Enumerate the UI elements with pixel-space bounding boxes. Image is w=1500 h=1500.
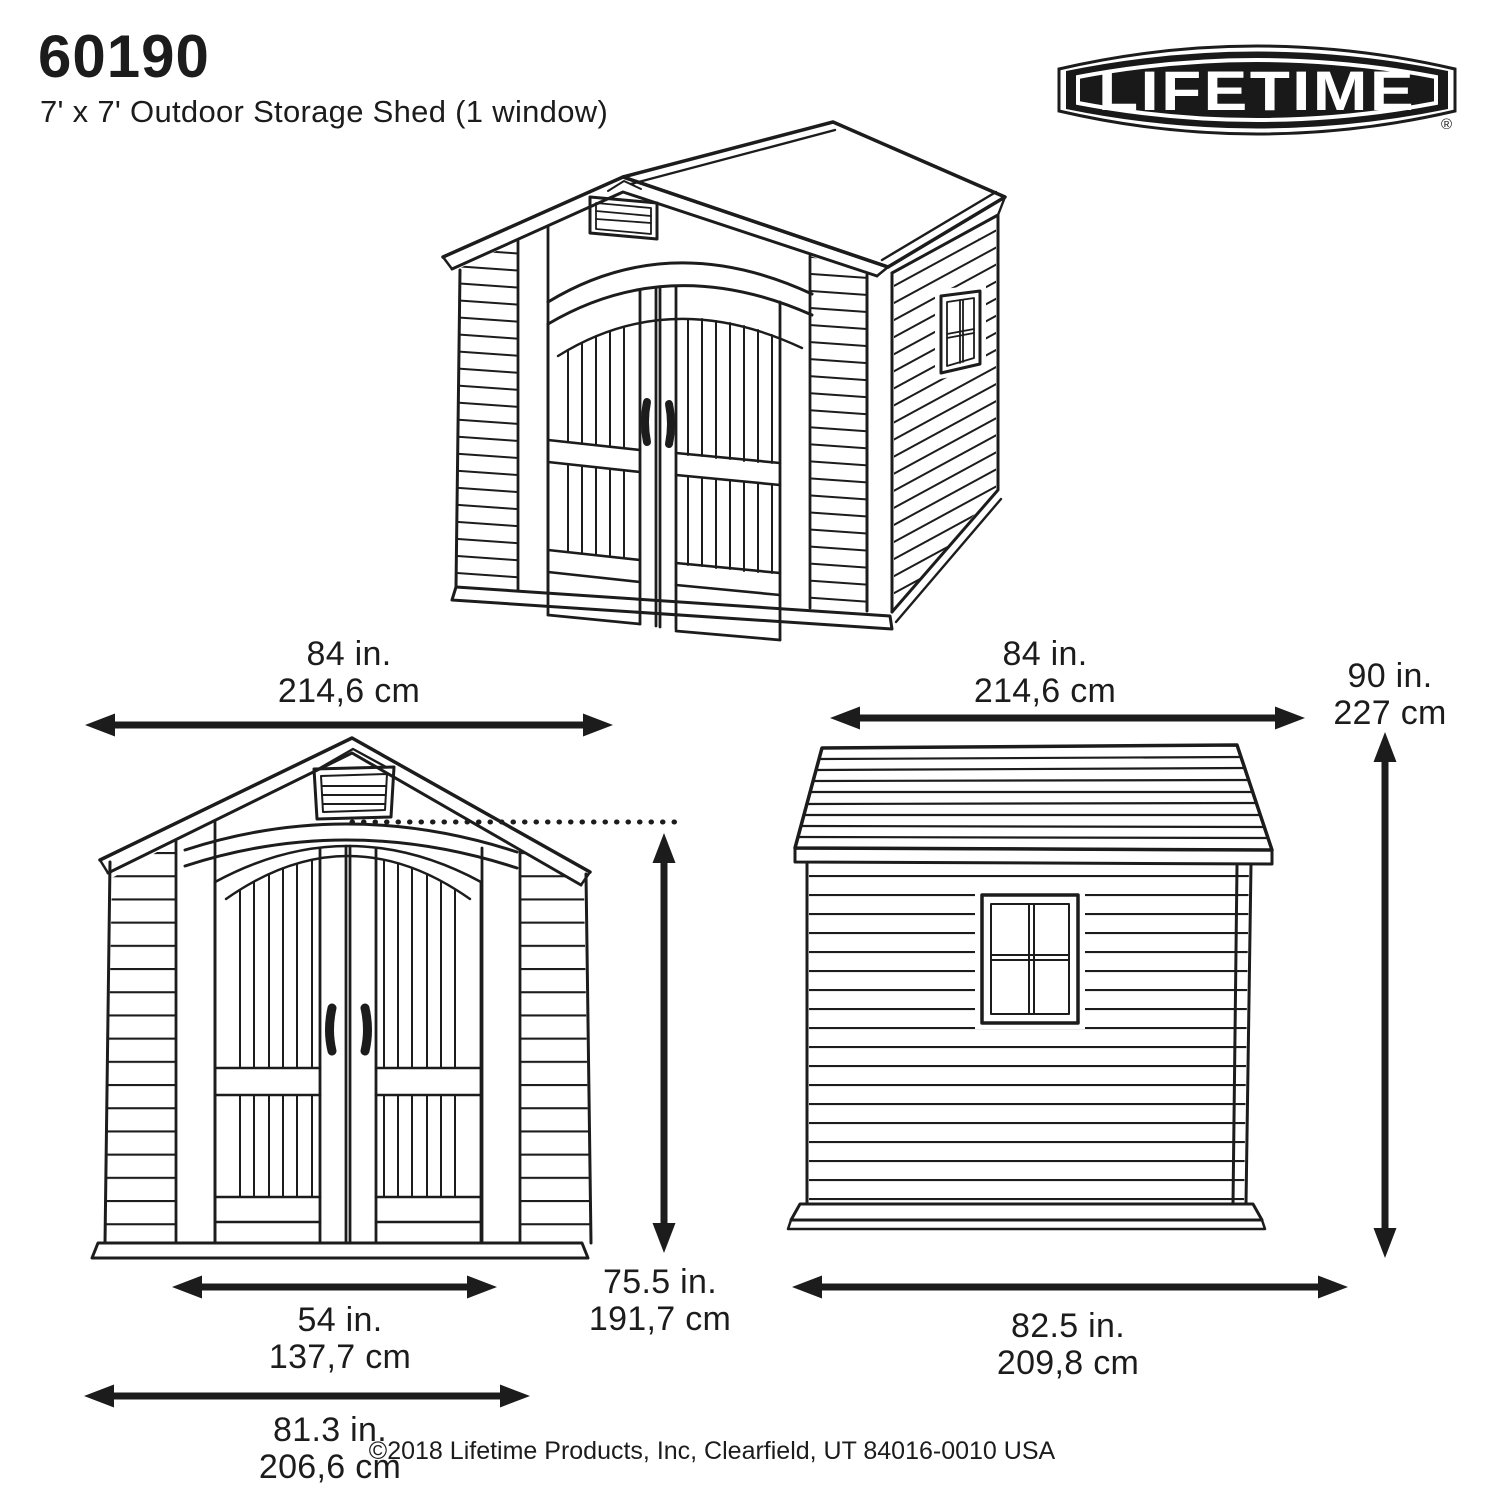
side-base-depth-metric: 209,8 cm: [996, 1344, 1140, 1382]
peak-height-arrow: [1374, 732, 1397, 1258]
front-width-arrow: [85, 714, 613, 737]
front-width-metric: 214,6 cm: [277, 672, 421, 710]
wall-height-label: [589, 1264, 731, 1338]
side-depth-inches: 84 in.: [1002, 635, 1088, 673]
peak-height-label: [1333, 658, 1446, 732]
front-width-label: [278, 636, 420, 710]
copyright-text: ©2018 Lifetime Products, Inc, Clearfield, UT 84016-0010 USA: [368, 1437, 1056, 1465]
front-base-width-metric: 206,6 cm: [258, 1448, 402, 1486]
wall-height-inches: 75.5 in.: [603, 1263, 717, 1301]
side-base-depth-inches: 82.5 in.: [1011, 1307, 1125, 1345]
registered-mark-icon: ®: [1441, 116, 1453, 133]
lifetime-logo: [1056, 30, 1458, 152]
product-subtitle: 7' x 7' Outdoor Storage Shed (1 window): [40, 94, 609, 129]
model-number: 60190: [38, 23, 210, 90]
wall-height-arrow: [653, 833, 676, 1253]
side-depth-label: [974, 636, 1116, 710]
front-base-width-arrow: [84, 1385, 530, 1408]
perspective-view-drawing: [430, 110, 1050, 710]
door-width-inches: 54 in.: [297, 1301, 383, 1339]
side-depth-metric: 214,6 cm: [973, 672, 1117, 710]
peak-height-inches: 90 in.: [1347, 657, 1433, 695]
front-base-width-inches: 81.3 in.: [273, 1411, 387, 1449]
peak-height-metric: 227 cm: [1333, 694, 1447, 732]
door-width-label: [269, 1302, 411, 1376]
front-width-inches: 84 in.: [306, 635, 392, 673]
logo-text: LIFETIME: [1098, 59, 1416, 122]
wall-height-metric: 191,7 cm: [588, 1300, 732, 1338]
side-base-depth-label: [997, 1308, 1139, 1382]
side-view-drawing: [785, 742, 1365, 1292]
door-width-metric: 137,7 cm: [268, 1338, 412, 1376]
front-view-drawing: [85, 736, 625, 1276]
door-width-arrow: [172, 1276, 497, 1299]
logo-badge: [1056, 30, 1458, 152]
